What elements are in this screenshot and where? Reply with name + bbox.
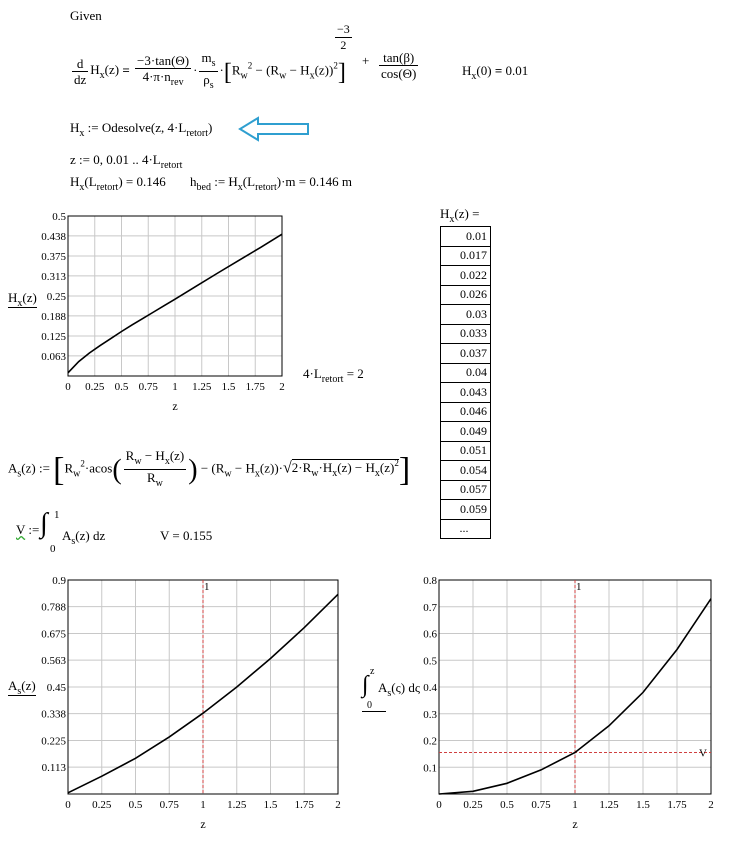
v-integral: V := bbox=[16, 522, 40, 537]
integral-lower: 0 bbox=[50, 543, 56, 555]
chart-hx-ylabel: $H_x(z)$ bbox=[8, 290, 37, 309]
y-tick-label: 0.45 bbox=[46, 682, 66, 694]
table-row bbox=[441, 324, 491, 344]
y-tick-label: 0.25 bbox=[46, 291, 66, 303]
derivative-operator: $\frac{d}{dz}$ bbox=[74, 56, 87, 87]
chart-integral-ylabel-upper: z bbox=[370, 666, 375, 677]
four-l-value: $4\cdot L_{retort} = 2$ bbox=[303, 366, 364, 385]
x-tick-label: 0.75 bbox=[138, 381, 158, 393]
x-tick-label: 1.75 bbox=[294, 799, 314, 811]
x-tick-label: 0 bbox=[65, 381, 71, 393]
x-tick-label: 1 bbox=[172, 381, 178, 393]
integral-upper: 1 bbox=[54, 509, 60, 521]
y-tick-label: 0.8 bbox=[423, 575, 437, 587]
x-tick-label: 0.5 bbox=[114, 381, 129, 393]
y-tick-label: 0.438 bbox=[41, 230, 66, 243]
y-tick-label: 0.5 bbox=[52, 211, 66, 223]
table-cell: 0.03 bbox=[441, 305, 491, 325]
chart-integral-ylabel-underline bbox=[362, 711, 386, 712]
arrow-left-icon bbox=[238, 116, 310, 142]
x-axis-label: z bbox=[200, 817, 206, 830]
table-cell: 0.037 bbox=[441, 344, 491, 364]
x-tick-label: 1.5 bbox=[221, 381, 236, 393]
chart-integral-ylabel: $A_s(\varsigma)$ dς bbox=[378, 680, 421, 699]
table-row bbox=[441, 480, 491, 500]
table-cell: 0.057 bbox=[441, 480, 491, 500]
x-tick-label: 1 bbox=[572, 799, 578, 811]
range-definition: z := 0, 0.01 .. $4\cdot L_{retort}$ bbox=[70, 152, 183, 171]
y-tick-label: 0.9 bbox=[52, 575, 66, 587]
table-cell: 0.026 bbox=[441, 285, 491, 305]
ode-exponent: $\frac{-3}{2}$ bbox=[337, 22, 350, 52]
table-header: $H_x(z)$ = bbox=[440, 206, 480, 225]
y-tick-label: 0.675 bbox=[41, 628, 66, 641]
table-row bbox=[441, 227, 491, 247]
table-row bbox=[441, 383, 491, 403]
horizontal-marker-label: V bbox=[699, 747, 707, 760]
y-tick-label: 0.788 bbox=[41, 601, 66, 614]
vertical-marker-label: 1 bbox=[576, 581, 582, 593]
x-tick-label: 1.25 bbox=[227, 799, 247, 811]
x-tick-label: 0.25 bbox=[85, 381, 105, 393]
x-tick-label: 2 bbox=[708, 799, 714, 811]
ode-plus: + bbox=[362, 53, 370, 68]
x-tick-label: 0.25 bbox=[463, 799, 483, 811]
y-tick-label: 0.7 bbox=[423, 601, 437, 614]
chart-as bbox=[0, 574, 350, 830]
y-tick-label: 0.2 bbox=[423, 735, 437, 748]
y-tick-label: 0.563 bbox=[41, 655, 66, 668]
fraction-tanb-over-cos: $\frac{\tan(\beta)}{\cos(\Theta)}$ bbox=[381, 50, 417, 81]
y-tick-label: 0.188 bbox=[41, 310, 66, 323]
x-tick-label: 2 bbox=[335, 799, 341, 811]
given-label: Given bbox=[70, 8, 102, 23]
y-tick-label: 0.113 bbox=[41, 762, 66, 775]
chart-integral bbox=[380, 574, 736, 830]
x-tick-label: 1 bbox=[200, 799, 206, 811]
y-tick-label: 0.6 bbox=[423, 628, 437, 641]
x-tick-label: 0.5 bbox=[128, 799, 143, 811]
ode-equation: $\frac{d}{dz}$ $H_x(z)$ = $\frac{-3\cdot\tan(\Theta)}{4\cdot\pi\cdot n_{rev}}$ · $\frac{m_s}{\rho_s}$ $\cdot[R_w^2 - (R_w - H_x(z))^2]$ bbox=[74, 50, 346, 91]
x-tick-label: 1.75 bbox=[245, 381, 265, 393]
table-cell: 0.051 bbox=[441, 441, 491, 461]
x-tick-label: 1.5 bbox=[636, 799, 650, 811]
eq-sign: = bbox=[122, 62, 130, 78]
x-tick-label: 0.75 bbox=[159, 799, 179, 811]
table-cell: 0.054 bbox=[441, 461, 491, 481]
hbed-definition: $h_{bed}$ := $H_x(L_{retort})\cdot m = 0.146$ m bbox=[190, 174, 352, 193]
x-tick-label: 0.5 bbox=[500, 799, 514, 811]
fraction-ms-over-rho: $\frac{m_s}{\rho_s}$ bbox=[201, 50, 216, 91]
chart-hx bbox=[0, 208, 300, 423]
integral-sign: ∫ bbox=[40, 508, 48, 539]
table-row bbox=[441, 285, 491, 305]
x-axis-label: z bbox=[572, 817, 578, 830]
table-cell: 0.04 bbox=[441, 363, 491, 383]
table-row bbox=[441, 344, 491, 364]
y-tick-label: 0.4 bbox=[423, 682, 437, 694]
x-tick-label: 0.25 bbox=[92, 799, 112, 811]
integral-body: $A_s(z)$ dz bbox=[62, 528, 106, 547]
h-evaluation: $H_x(L_{retort}) = 0.146$ bbox=[70, 174, 166, 193]
y-tick-label: 0.3 bbox=[423, 708, 437, 721]
table-row bbox=[441, 519, 491, 539]
table-row bbox=[441, 441, 491, 461]
y-tick-label: 0.225 bbox=[41, 735, 66, 748]
table-cell: 0.022 bbox=[441, 266, 491, 286]
table-row bbox=[441, 422, 491, 442]
table-row bbox=[441, 402, 491, 422]
table-row bbox=[441, 461, 491, 481]
y-tick-label: 0.063 bbox=[41, 350, 66, 363]
chart-as-ylabel: $A_s(z)$ bbox=[8, 678, 36, 697]
odesolve-statement: $H_x$ := Odesolve(z, $4\cdot L_{retort}$) bbox=[70, 120, 213, 139]
table-cell: 0.049 bbox=[441, 422, 491, 442]
table-cell: 0.046 bbox=[441, 402, 491, 422]
table-cell: 0.033 bbox=[441, 324, 491, 344]
x-tick-label: 1.75 bbox=[667, 799, 687, 811]
table-cell: 0.043 bbox=[441, 383, 491, 403]
y-tick-label: 0.338 bbox=[41, 708, 66, 721]
table-cell: ... bbox=[441, 519, 491, 539]
table-row bbox=[441, 363, 491, 383]
table-row bbox=[441, 305, 491, 325]
x-tick-label: 0.75 bbox=[531, 799, 551, 811]
as-definition: $A_s(z)$ := [$R_w^2\cdot acos$( $\frac{R_w - H_x(z)}{R_w}$ ) − $(R_w - H_x(z))\cdot√2\cdot R_w\cdot H_x(z) - H_x(z)^2$] bbox=[8, 448, 411, 489]
vertical-marker-label: 1 bbox=[204, 581, 210, 593]
chart-integral-ylabel-lower: 0 bbox=[367, 700, 372, 711]
table-row bbox=[441, 246, 491, 266]
table-cell: 0.01 bbox=[441, 227, 491, 247]
v-result: V = 0.155 bbox=[160, 528, 213, 543]
y-tick-label: 0.125 bbox=[41, 331, 66, 343]
x-tick-label: 0 bbox=[436, 799, 442, 811]
ode-lhs: $H_x(z)$ bbox=[90, 62, 120, 82]
y-tick-label: 0.5 bbox=[423, 655, 437, 668]
chart-integral-ylabel-sign: ∫ bbox=[362, 672, 369, 698]
table-cell: 0.059 bbox=[441, 500, 491, 520]
table-cell: 0.017 bbox=[441, 246, 491, 266]
fraction-tan-over-n: $\frac{-3\cdot\tan(\Theta)}{4\cdot\pi\cdot n_{rev}}$ bbox=[137, 53, 190, 88]
table-row bbox=[441, 500, 491, 520]
table-row bbox=[441, 266, 491, 286]
y-tick-label: 0.313 bbox=[41, 270, 66, 283]
x-tick-label: 1.25 bbox=[192, 381, 212, 393]
y-tick-label: 0.375 bbox=[41, 251, 66, 263]
initial-condition: $H_x(0) = 0.01$ bbox=[462, 63, 529, 82]
x-axis-label: z bbox=[172, 399, 178, 413]
x-tick-label: 2 bbox=[279, 381, 285, 393]
x-tick-label: 1.25 bbox=[599, 799, 619, 811]
x-tick-label: 0 bbox=[65, 799, 71, 811]
y-tick-label: 0.1 bbox=[423, 762, 437, 775]
hx-values-table bbox=[440, 226, 491, 539]
x-tick-label: 1.5 bbox=[263, 799, 278, 811]
